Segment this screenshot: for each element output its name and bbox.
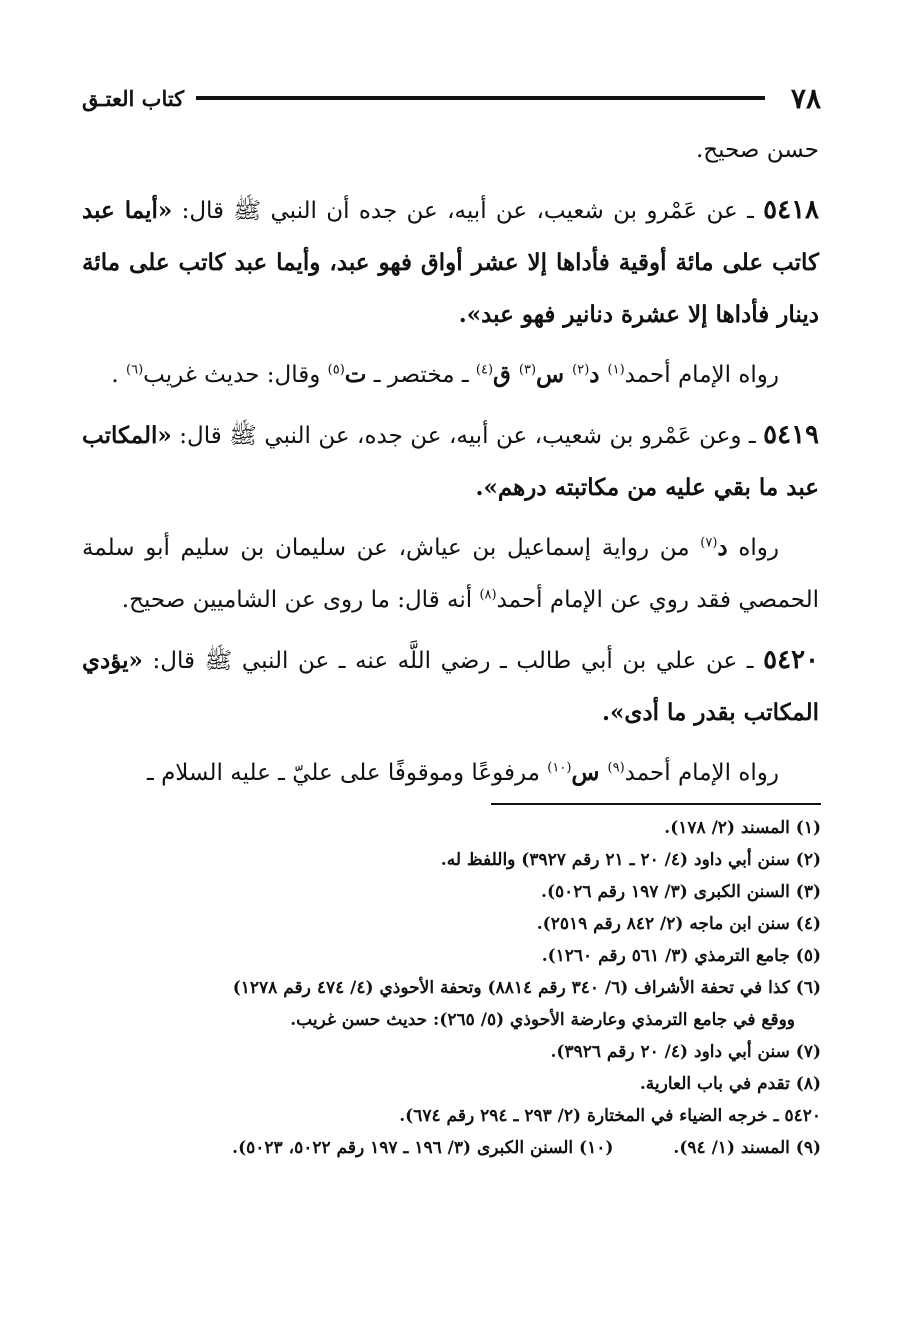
hadith-number: ٥٤٢٠ [763, 645, 819, 675]
footnote-2: (٢) سنن أبي داود (٤/ ٢٠ ـ ٢١ رقم ٣٩٢٧) واللفظ له. [440, 850, 821, 870]
narration-text: رواه الإمام أحمد [624, 760, 779, 786]
source-code: د [717, 534, 728, 561]
footnote-ref-7: (٧) [700, 535, 718, 551]
source-code: س [536, 361, 573, 388]
footnote-ref-5: (٥) [327, 362, 345, 378]
source-code: س [571, 759, 608, 786]
hadith-5419 [82, 409, 819, 514]
hadith-matn: «أيما عبد كاتب على مائة أوقية فأداها إلا عشر أواق فهو عبد، وأيما عبد كاتب على مائة دينار فأداها إلا عشرة دنانير فهو عبد». [82, 197, 819, 328]
narration-text: من رواية إسماعيل بن عياش، عن سليمان بن سليم أبو سلمة الحمصي فقد روي عن الإمام أحمد [82, 535, 819, 613]
narration-text: رواه [727, 535, 780, 561]
page-header [82, 78, 821, 118]
page-number: ٧٨ [790, 81, 821, 115]
footnote-7: (٧) سنن أبي داود (٤/ ٢٠ رقم ٣٩٢٦). [550, 1042, 821, 1062]
hadith-matn: «يؤدي المكاتب بقدر ما أدى». [82, 647, 819, 726]
footnote-ref-10: (١٠) [547, 760, 572, 776]
narration-text: وقال: حديث غريب [143, 362, 328, 388]
hadith-isnad: ـ عن عَمْرو بن شعيب، عن أبيه، عن جده أن النبي ﷺ قال: [172, 198, 754, 224]
footnote-ref-9: (٩) [607, 760, 625, 776]
narration-text: رواه الإمام أحمد [624, 362, 779, 388]
continuation-line: حسن صحيح. [695, 137, 819, 163]
footnote-ref-4: (٤) [475, 362, 494, 378]
narration-text: . [111, 362, 126, 388]
main-text [82, 124, 819, 799]
footnote-4: (٤) سنن ابن ماجه (٢/ ٨٤٢ رقم ٢٥١٩). [536, 914, 821, 934]
footnote-ref-3: (٣) [518, 362, 537, 378]
footnote-9: (٩) المسند (١/ ٩٤). [673, 1138, 821, 1158]
hadith-5418 [82, 184, 819, 341]
source-code: ت [344, 361, 367, 388]
narration-text: ـ مختصر ـ [366, 362, 476, 388]
footnote-rule [491, 803, 821, 805]
footnotes [82, 812, 821, 1164]
footnote-ref-8: (٨) [479, 587, 497, 603]
footnote-ref-1: (١) [607, 362, 625, 378]
hadith-number: ٥٤١٩ [763, 420, 820, 450]
footnote-row-9-10 [82, 1132, 821, 1164]
narration-text: أنه قال: ما روى عن الشاميين صحيح. [121, 587, 480, 613]
header-rule [196, 96, 765, 100]
footnote-6-continued: ووقع في جامع الترمذي وعارضة الأحوذي (٥/ ٢٦٥): حديث حسن غريب. [290, 1010, 795, 1030]
hadith-5420 [82, 634, 819, 739]
footnote-5: (٥) جامع الترمذي (٣/ ٥٦١ رقم ١٢٦٠). [541, 946, 821, 966]
source-code: ق [493, 361, 519, 388]
hadith-matn: «المكاتب عبد ما بقي عليه من مكاتبته درهم». [82, 422, 819, 501]
hadith-isnad: ـ عن علي بن أبي طالب ـ رضي اللَّه عنه ـ عن النبي ﷺ قال: [142, 648, 754, 674]
narration-5419 [82, 522, 819, 626]
footnote-1: (١) المسند (٢/ ١٧٨). [664, 818, 821, 838]
footnote-8: (٨) تقدم في باب العارية. [639, 1074, 821, 1094]
footnote-10: (١٠) السنن الكبرى (٣/ ١٩٦ ـ ١٩٧ رقم ٥٠٢٢، ٥٠٢٣). [232, 1138, 614, 1158]
narration-5420 [82, 747, 819, 799]
footnote-3: (٣) السنن الكبرى (٣/ ١٩٧ رقم ٥٠٢٦). [541, 882, 821, 902]
footnote-6: (٦) كذا في تحفة الأشراف (٦/ ٣٤٠ رقم ٨٨١٤) وتحفة الأحوذي (٤/ ٤٧٤ رقم ١٢٧٨) [232, 978, 821, 998]
book-title: كتاب العتـق [82, 85, 185, 111]
hadith-number: ٥٤١٨ [763, 195, 820, 225]
hadith-isnad: ـ وعن عَمْرو بن شعيب، عن أبيه، عن جده، عن النبي ﷺ قال: [171, 423, 756, 449]
narration-5418 [82, 349, 819, 401]
footnote-ref-6: (٦) [126, 362, 144, 378]
source-code: د [589, 361, 608, 388]
footnote-5420: ٥٤٢٠ ـ خرجه الضياء في المختارة (٢/ ٢٩٣ ـ ٢٩٤ رقم ٦٧٤). [399, 1106, 821, 1126]
narration-text: مرفوعًا وموقوفًا على عليّ ـ عليه السلام ـ [147, 760, 548, 786]
footnote-ref-2: (٢) [572, 362, 590, 378]
